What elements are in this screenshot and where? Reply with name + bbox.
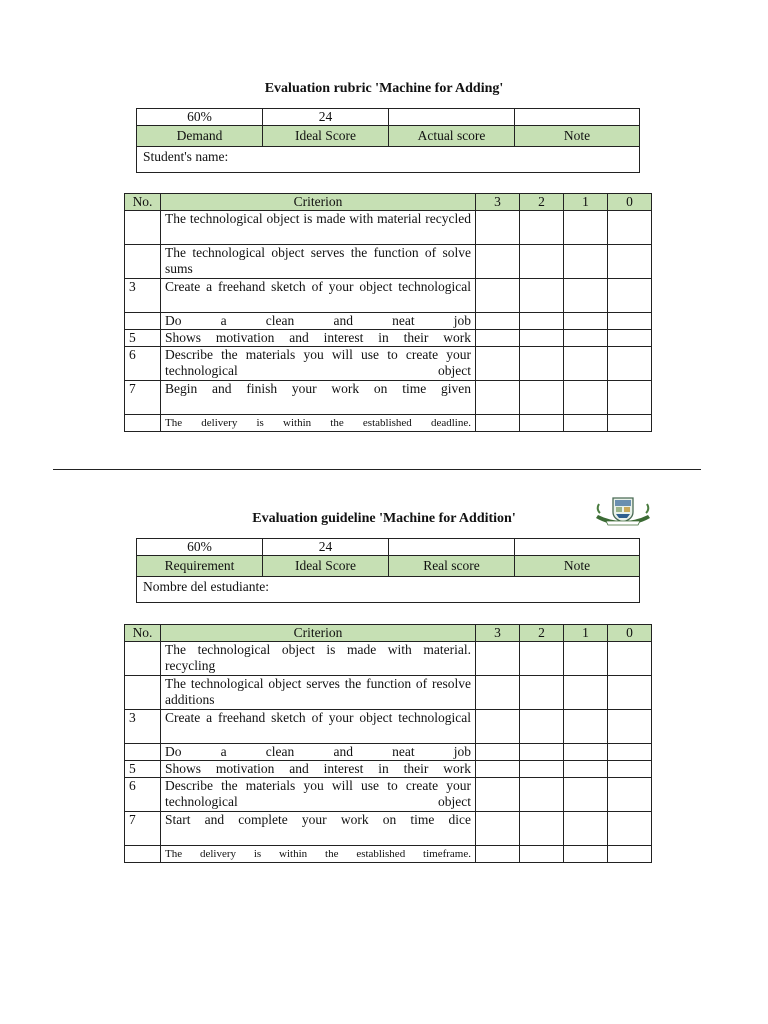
row-number: 6 bbox=[125, 347, 161, 381]
score-cell[interactable] bbox=[476, 381, 520, 415]
col-score-0: 0 bbox=[608, 625, 652, 642]
header-demand: Demand bbox=[137, 126, 263, 147]
divider-line bbox=[53, 469, 701, 470]
criterion-text: Create a freehand sketch of your object technological bbox=[161, 279, 476, 313]
row-number bbox=[125, 245, 161, 279]
score-cell[interactable] bbox=[520, 812, 564, 846]
score-cell[interactable] bbox=[520, 381, 564, 415]
score-cell[interactable] bbox=[520, 279, 564, 313]
col-score-2: 2 bbox=[520, 194, 564, 211]
score-cell[interactable] bbox=[520, 778, 564, 812]
score-cell[interactable] bbox=[476, 846, 520, 863]
row-number bbox=[125, 415, 161, 432]
score-cell[interactable] bbox=[476, 812, 520, 846]
score-cell[interactable] bbox=[564, 710, 608, 744]
criterion-text: Start and complete your work on time dice bbox=[161, 812, 476, 846]
score-cell[interactable] bbox=[520, 330, 564, 347]
table-row bbox=[125, 245, 652, 279]
score-cell[interactable] bbox=[608, 313, 652, 330]
score-cell[interactable] bbox=[564, 245, 608, 279]
score-cell[interactable] bbox=[520, 415, 564, 432]
score-cell[interactable] bbox=[608, 415, 652, 432]
row-number: 5 bbox=[125, 761, 161, 778]
crest-logo-icon bbox=[594, 494, 652, 528]
row-number: 7 bbox=[125, 812, 161, 846]
col-score-3: 3 bbox=[476, 194, 520, 211]
blank-cell bbox=[389, 539, 515, 556]
header-ideal-score: Ideal Score bbox=[263, 556, 389, 577]
score-cell[interactable] bbox=[520, 642, 564, 676]
criterion-text: The technological object is made with material recycled bbox=[161, 211, 476, 245]
score-cell[interactable] bbox=[608, 211, 652, 245]
score-cell[interactable] bbox=[476, 642, 520, 676]
col-criterion: Criterion bbox=[161, 625, 476, 642]
criterion-text: Do a clean and neat job bbox=[161, 744, 476, 761]
header-note: Note bbox=[515, 556, 640, 577]
score-cell[interactable] bbox=[520, 245, 564, 279]
score-cell[interactable] bbox=[476, 710, 520, 744]
table-row bbox=[125, 710, 652, 744]
score-cell[interactable] bbox=[608, 812, 652, 846]
rubric1-summary-table bbox=[136, 108, 640, 173]
blank-cell bbox=[389, 109, 515, 126]
row-number bbox=[125, 744, 161, 761]
rubric1-criteria-table bbox=[124, 193, 652, 432]
score-cell[interactable] bbox=[608, 778, 652, 812]
criterion-text: The delivery is within the established timeframe. bbox=[161, 846, 476, 863]
weight-value: 60% bbox=[137, 539, 263, 556]
criterion-text: Do a clean and neat job bbox=[161, 313, 476, 330]
student-name-field: Student's name: bbox=[137, 147, 640, 173]
ideal-value: 24 bbox=[263, 109, 389, 126]
blank-cell bbox=[515, 539, 640, 556]
row-number: 3 bbox=[125, 279, 161, 313]
score-cell[interactable] bbox=[608, 761, 652, 778]
score-cell[interactable] bbox=[564, 381, 608, 415]
score-cell[interactable] bbox=[520, 313, 564, 330]
score-cell[interactable] bbox=[564, 211, 608, 245]
col-score-2: 2 bbox=[520, 625, 564, 642]
col-score-0: 0 bbox=[608, 194, 652, 211]
table-row bbox=[125, 381, 652, 415]
score-cell[interactable] bbox=[476, 211, 520, 245]
score-cell[interactable] bbox=[564, 778, 608, 812]
weight-value: 60% bbox=[137, 109, 263, 126]
score-cell[interactable] bbox=[520, 846, 564, 863]
header-ideal-score: Ideal Score bbox=[263, 126, 389, 147]
col-score-3: 3 bbox=[476, 625, 520, 642]
score-cell[interactable] bbox=[476, 415, 520, 432]
row-number bbox=[125, 313, 161, 330]
score-cell[interactable] bbox=[564, 279, 608, 313]
score-cell[interactable] bbox=[608, 381, 652, 415]
score-cell[interactable] bbox=[608, 846, 652, 863]
table-row bbox=[125, 313, 652, 330]
score-cell[interactable] bbox=[608, 642, 652, 676]
score-cell[interactable] bbox=[476, 347, 520, 381]
score-cell[interactable] bbox=[608, 676, 652, 710]
criterion-text: The delivery is within the established deadline. bbox=[161, 415, 476, 432]
score-cell[interactable] bbox=[476, 313, 520, 330]
rubric1-title: Evaluation rubric 'Machine for Adding' bbox=[264, 81, 504, 96]
score-cell[interactable] bbox=[476, 676, 520, 710]
table-row bbox=[125, 744, 652, 761]
ideal-value: 24 bbox=[263, 539, 389, 556]
blank-cell bbox=[515, 109, 640, 126]
score-cell[interactable] bbox=[476, 279, 520, 313]
criterion-text: Shows motivation and interest in their work bbox=[161, 761, 476, 778]
score-cell[interactable] bbox=[608, 245, 652, 279]
table-row bbox=[125, 347, 652, 381]
row-number bbox=[125, 676, 161, 710]
criterion-text: The technological object serves the function of resolve additions bbox=[161, 676, 476, 710]
rubric2-title: Evaluation guideline 'Machine for Addition' bbox=[252, 511, 516, 526]
score-cell[interactable] bbox=[520, 676, 564, 710]
score-cell[interactable] bbox=[608, 744, 652, 761]
score-cell[interactable] bbox=[564, 347, 608, 381]
table-row bbox=[125, 761, 652, 778]
score-cell[interactable] bbox=[608, 330, 652, 347]
score-cell[interactable] bbox=[564, 642, 608, 676]
table-row bbox=[125, 211, 652, 245]
row-number bbox=[125, 211, 161, 245]
row-number bbox=[125, 846, 161, 863]
row-number: 5 bbox=[125, 330, 161, 347]
score-cell[interactable] bbox=[608, 279, 652, 313]
table-row bbox=[125, 642, 652, 676]
score-cell[interactable] bbox=[608, 710, 652, 744]
table-row bbox=[125, 415, 652, 432]
col-score-1: 1 bbox=[564, 625, 608, 642]
score-cell[interactable] bbox=[564, 744, 608, 761]
criterion-text: Begin and finish your work on time given bbox=[161, 381, 476, 415]
score-cell[interactable] bbox=[476, 245, 520, 279]
col-score-1: 1 bbox=[564, 194, 608, 211]
student-name-field: Nombre del estudiante: bbox=[137, 577, 640, 603]
table-row bbox=[125, 676, 652, 710]
row-number: 3 bbox=[125, 710, 161, 744]
score-cell[interactable] bbox=[476, 778, 520, 812]
score-cell[interactable] bbox=[564, 846, 608, 863]
score-cell[interactable] bbox=[520, 744, 564, 761]
score-cell[interactable] bbox=[476, 761, 520, 778]
table-row bbox=[125, 279, 652, 313]
score-cell[interactable] bbox=[564, 313, 608, 330]
header-requirement: Requirement bbox=[137, 556, 263, 577]
header-real-score: Real score bbox=[389, 556, 515, 577]
table-row bbox=[125, 778, 652, 812]
rubric2-summary-table bbox=[136, 538, 640, 603]
table-row bbox=[125, 812, 652, 846]
row-number: 6 bbox=[125, 778, 161, 812]
criterion-text: The technological object is made with material. recycling bbox=[161, 642, 476, 676]
header-actual-score: Actual score bbox=[389, 126, 515, 147]
criterion-text: Shows motivation and interest in their work bbox=[161, 330, 476, 347]
criterion-text: The technological object serves the function of solve sums bbox=[161, 245, 476, 279]
col-no: No. bbox=[125, 625, 161, 642]
criterion-text: Create a freehand sketch of your object technological bbox=[161, 710, 476, 744]
row-number: 7 bbox=[125, 381, 161, 415]
score-cell[interactable] bbox=[476, 744, 520, 761]
criterion-text: Describe the materials you will use to create your technological object bbox=[161, 778, 476, 812]
col-criterion: Criterion bbox=[161, 194, 476, 211]
score-cell[interactable] bbox=[520, 347, 564, 381]
header-note: Note bbox=[515, 126, 640, 147]
row-number bbox=[125, 642, 161, 676]
score-cell[interactable] bbox=[564, 812, 608, 846]
criterion-text: Describe the materials you will use to create your technological object bbox=[161, 347, 476, 381]
score-cell[interactable] bbox=[564, 676, 608, 710]
col-no: No. bbox=[125, 194, 161, 211]
score-cell[interactable] bbox=[520, 211, 564, 245]
table-row bbox=[125, 846, 652, 863]
score-cell[interactable] bbox=[564, 415, 608, 432]
table-row bbox=[125, 330, 652, 347]
score-cell[interactable] bbox=[520, 710, 564, 744]
score-cell[interactable] bbox=[564, 330, 608, 347]
score-cell[interactable] bbox=[564, 761, 608, 778]
rubric2-criteria-table bbox=[124, 624, 652, 863]
score-cell[interactable] bbox=[520, 761, 564, 778]
score-cell[interactable] bbox=[476, 330, 520, 347]
score-cell[interactable] bbox=[608, 347, 652, 381]
